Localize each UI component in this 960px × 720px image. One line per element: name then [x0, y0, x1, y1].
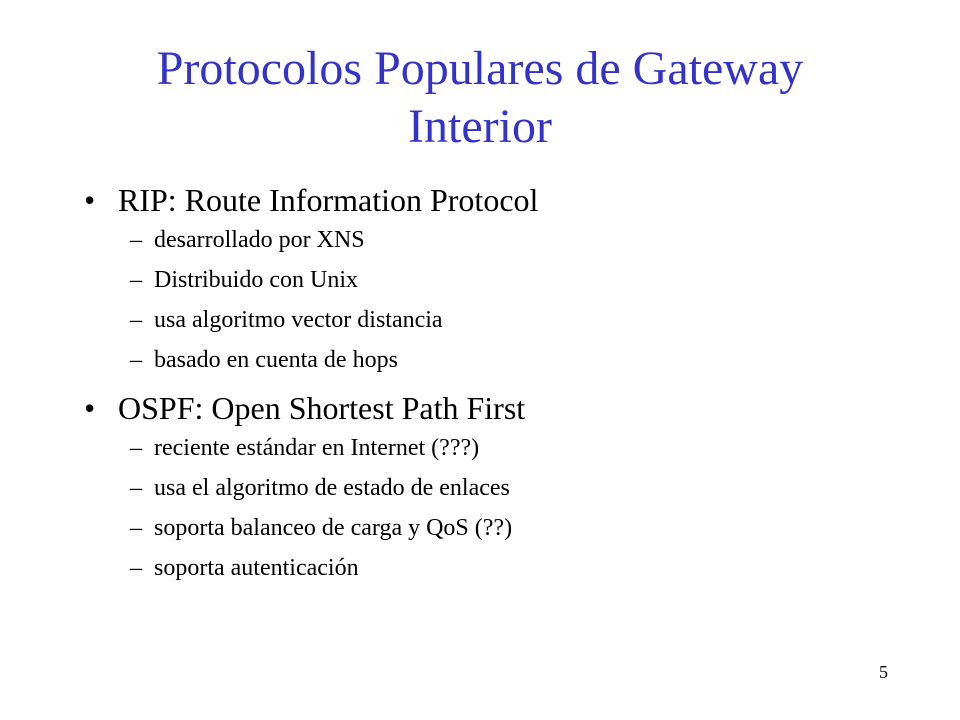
list-item: [84, 428, 904, 468]
list-item: [84, 300, 904, 340]
list-item-text: soporta autenticación: [154, 555, 359, 581]
dash-icon: –: [130, 435, 142, 461]
list-item: [84, 260, 904, 300]
slide-content: [84, 180, 904, 588]
list-item-text: usa algoritmo vector distancia: [154, 307, 443, 333]
slide-title-line-2: Interior: [408, 100, 552, 153]
page-number: 5: [879, 662, 888, 682]
slide-title: [60, 40, 900, 156]
bullet-group-ospf: [84, 388, 904, 588]
sub-list-rip: [84, 220, 904, 380]
bullet-ospf: [84, 388, 904, 428]
bullet-dot-icon: •: [84, 182, 96, 218]
list-item-text: basado en cuenta de hops: [154, 347, 398, 373]
list-item: [84, 340, 904, 380]
bullet-group-rip: [84, 180, 904, 380]
list-item: [84, 508, 904, 548]
dash-icon: –: [130, 347, 142, 373]
list-item-text: Distribuido con Unix: [154, 267, 358, 293]
list-item: [84, 468, 904, 508]
list-item: [84, 548, 904, 588]
dash-icon: –: [130, 307, 142, 333]
dash-icon: –: [130, 267, 142, 293]
bullet-heading-rip: RIP: Route Information Protocol: [118, 182, 539, 218]
list-item: [84, 220, 904, 260]
dash-icon: –: [130, 227, 142, 253]
slide-title-line-1: Protocolos Populares de Gateway: [156, 42, 804, 95]
dash-icon: –: [130, 475, 142, 501]
list-item-text: reciente estándar en Internet (???): [154, 435, 480, 461]
bullet-heading-ospf: OSPF: Open Shortest Path First: [118, 390, 526, 426]
list-item-text: desarrollado por XNS: [154, 227, 365, 253]
bullet-rip: [84, 180, 904, 220]
sub-list-ospf: [84, 428, 904, 588]
dash-icon: –: [130, 555, 142, 581]
list-item-text: usa el algoritmo de estado de enlaces: [154, 475, 510, 501]
bullet-dot-icon: •: [84, 390, 96, 426]
list-item-text: soporta balanceo de carga y QoS (??): [154, 515, 513, 541]
dash-icon: –: [130, 515, 142, 541]
